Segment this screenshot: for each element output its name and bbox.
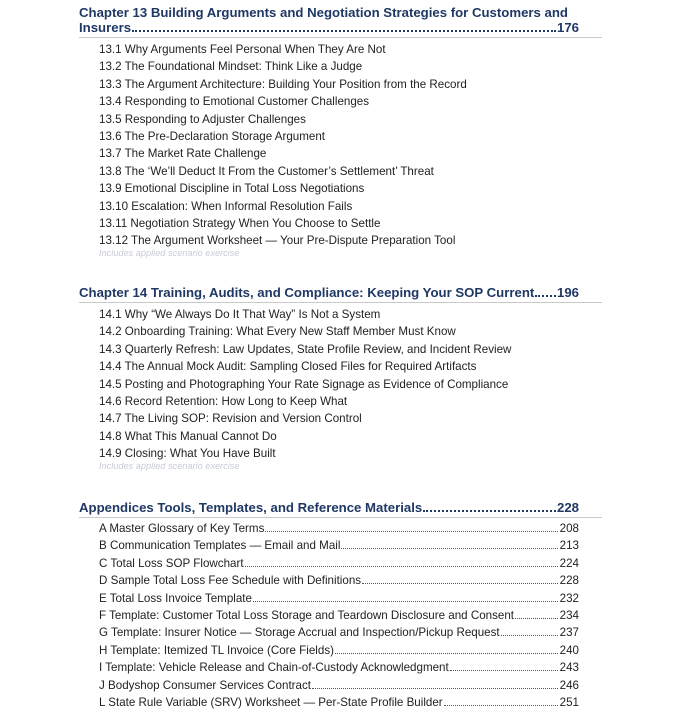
appendix-entry[interactable] [99,642,579,659]
appendix-label: C Total Loss SOP Flowchart [99,556,244,570]
appendices-page: 228 [556,500,579,515]
leader-dots [501,635,558,636]
chapter-13-title-line2: Insurers [79,20,132,35]
toc-section[interactable]: 13.1 Why Arguments Feel Personal When They Are Not [99,43,386,56]
appendix-page: 213 [559,539,579,553]
chapter-13 [79,5,579,259]
toc-section[interactable]: 14.6 Record Retention: How Long to Keep What [99,395,348,409]
leader-dots [245,566,558,567]
chapter-14-title: Chapter 14 Training, Audits, and Compliance: Keeping Your SOP Current [79,285,535,300]
appendix-label: G Template: Insurer Notice — Storage Accrual and Inspection/Pickup Request [99,626,500,640]
appendix-entry[interactable] [99,520,579,537]
leader-dots [444,705,558,706]
toc-section[interactable]: 13.11 Negotiation Strategy When You Choose to Settle [99,217,381,231]
toc-section[interactable]: 14.9 Closing: What You Have Built [99,447,276,461]
appendices-title: Appendices Tools, Templates, and Reference Materials [79,500,423,515]
leader-dots [253,601,558,602]
scenario-note: Includes applied scenario exercise [99,460,240,471]
appendix-label: E Total Loss Invoice Template [99,591,252,605]
leader-dots [362,583,558,584]
appendix-entry[interactable] [99,624,579,641]
leader-dots [341,548,557,549]
appendix-entry[interactable] [99,677,579,694]
appendix-page: 228 [559,574,579,588]
leader-dots [265,531,557,532]
chapter-14 [79,285,579,472]
appendix-page: 237 [559,626,579,640]
scenario-note: Includes applied scenario exercise [99,247,240,258]
toc-section[interactable]: 13.10 Escalation: When Informal Resolution Fails [99,199,353,213]
toc-section[interactable]: 14.3 Quarterly Refresh: Law Updates, State Profile Review, and Incident Review [99,342,512,356]
toc-section[interactable]: 13.8 The ‘We’ll Deduct It From the Customer’s Settlement’ Threat [99,164,434,178]
toc-section[interactable]: 14.7 The Living SOP: Revision and Version Control [99,412,362,426]
appendix-label: H Template: Itemized TL Invoice (Core Fields) [99,643,334,657]
appendix-page: 208 [559,522,579,535]
leader-dots [312,688,558,689]
toc-section[interactable]: 13.5 Responding to Adjuster Challenges [99,112,306,126]
appendix-label: J Bodyshop Consumer Services Contract [99,678,311,692]
appendix-entry[interactable] [99,590,579,607]
appendix-page: 246 [559,678,579,692]
toc-section[interactable]: 13.12 The Argument Worksheet — Your Pre-Dispute Preparation Tool [99,234,456,248]
appendix-page: 240 [559,643,579,657]
toc-section[interactable]: 13.4 Responding to Emotional Customer Challenges [99,95,370,109]
appendix-label: I Template: Vehicle Release and Chain-of-Custody Acknowledgment [99,661,449,675]
appendix-page: 251 [559,696,579,710]
appendix-entry[interactable] [99,694,579,711]
appendix-page: 243 [559,661,579,675]
leader-dots [535,295,556,297]
appendix-page: 234 [559,609,579,623]
leader-dots [515,618,558,619]
appendix-label: A Master Glossary of Key Terms [99,522,265,535]
toc-section[interactable]: 14.8 What This Manual Cannot Do [99,429,277,443]
toc-section[interactable]: 13.6 The Pre-Declaration Storage Argument [99,130,325,144]
toc-section[interactable]: 13.9 Emotional Discipline in Total Loss Negotiations [99,182,365,196]
toc-section[interactable]: 14.4 The Annual Mock Audit: Sampling Closed Files for Required Artifacts [99,360,477,374]
appendices-heading[interactable] [79,500,579,515]
toc-section[interactable]: 14.5 Posting and Photographing Your Rate Signage as Evidence of Compliance [99,377,509,391]
chapter-13-title-line1: Chapter 13 Building Arguments and Negotiation Strategies for Customers and [79,5,568,20]
appendix-label: D Sample Total Loss Fee Schedule with Definitions [99,574,362,588]
chapter-13-page: 176 [556,20,579,35]
leader-dots [335,653,558,654]
appendix-label: L State Rule Variable (SRV) Worksheet — Per-State Profile Builder [99,696,443,710]
appendices [79,500,579,711]
chapter-13-heading[interactable] [79,5,579,35]
toc-section[interactable]: 13.3 The Argument Architecture: Building Your Position from the Record [99,77,467,91]
toc-section[interactable]: 13.2 The Foundational Mindset: Think Like a Judge [99,60,363,74]
chapter-14-heading[interactable] [79,285,579,300]
leader-dots [132,30,556,32]
appendix-entry[interactable] [99,572,579,589]
appendix-entry[interactable] [99,607,579,624]
chapter-14-page: 196 [556,285,579,300]
appendix-label: F Template: Customer Total Loss Storage and Teardown Disclosure and Consent [99,609,515,623]
leader-dots [423,510,556,512]
toc-section[interactable]: 13.7 The Market Rate Challenge [99,147,267,161]
toc-section[interactable]: 14.2 Onboarding Training: What Every New Staff Member Must Know [99,325,456,339]
appendix-label: B Communication Templates — Email and Mail [99,539,341,553]
appendix-page: 232 [559,591,579,605]
appendix-entry[interactable] [99,555,579,572]
appendix-entry[interactable] [99,537,579,554]
appendix-entry[interactable] [99,659,579,676]
appendix-page: 224 [559,556,579,570]
leader-dots [450,670,558,671]
toc-section[interactable]: 14.1 Why “We Always Do It That Way” Is Not a System [99,308,381,321]
